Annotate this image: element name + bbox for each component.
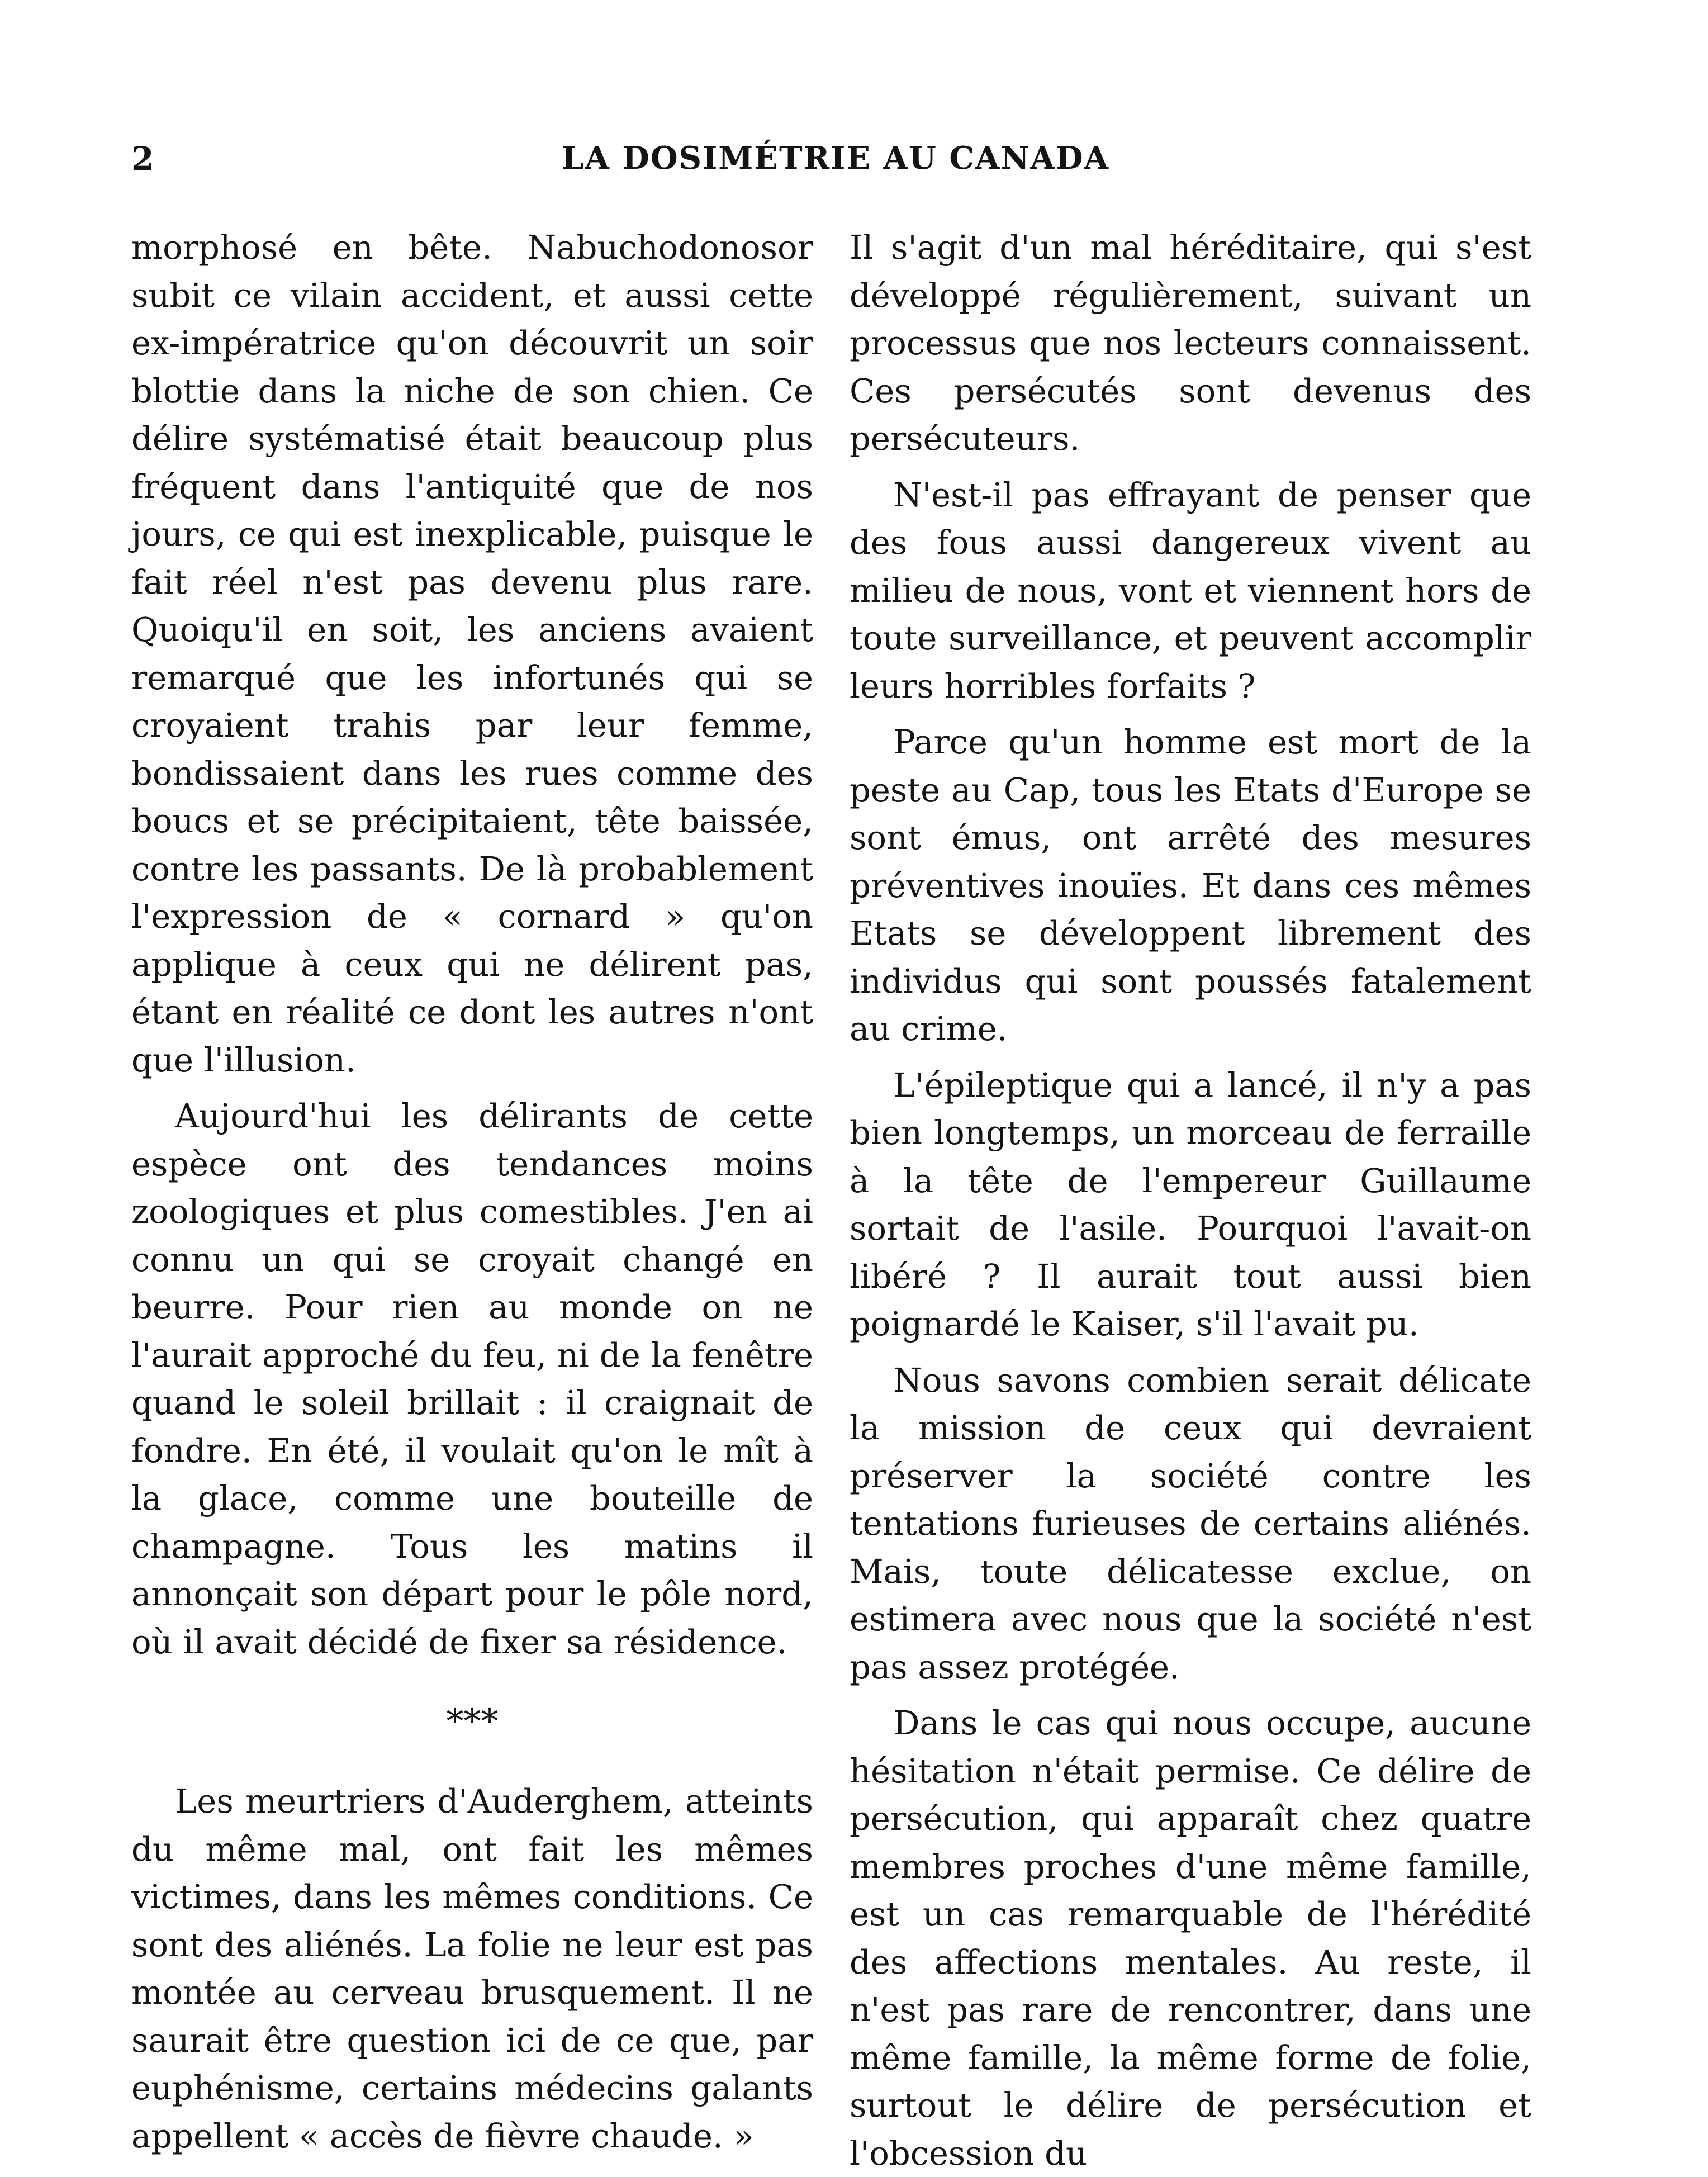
page-header (131, 140, 1551, 190)
paragraph: Nous savons combien serait délicate la mission de ceux qui devraient préserver la société contre les tentations furieuses de certains aliénés. Mais, toute délicatesse exclue, on estimera avec nous que la société n'est pas assez protégée. (850, 1360, 1531, 1686)
page-number: 2 (131, 140, 154, 178)
paragraph: Dans le cas qui nous occupe, aucune hésitation n'était permise. Ce délire de persécution, qui apparaît chez quatre membres proches d'une même famille, est un cas remarquable de l'hérédité des affections mentales. Au reste, il n'est pas rare de rencontrer, dans une même famille, la même forme de folie, surtout le délire de persécution et l'obcession du (850, 1704, 1531, 2173)
right-column (850, 224, 1531, 2177)
paragraph: Les meurtriers d'Auderghem, atteints du même mal, ont fait les mêmes victimes, dans les mêmes conditions. Ce sont des aliénés. La folie ne leur est pas montée au cerveau brusquement. Il ne saurait être question ici de ce que, par euphénisme, certains médecins galants appellent « accès de fièvre chaude. » (131, 1782, 813, 2155)
paragraph: Aujourd'hui les délirants de cette espèce ont des tendances moins zoologiques et plus comestibles. J'en ai connu un qui se croyait changé en beurre. Pour rien au monde on ne l'aurait approché du feu, ni de la fenêtre quand le soleil brillait : il craignait de fondre. En été, il voulait qu'on le mît à la glace, comme une bouteille de champagne. Tous les matins il annonçait son départ pour le pôle nord, où il avait décidé de fixer sa résidence. (131, 1097, 813, 1661)
paragraph: Parce qu'un homme est mort de la peste au Cap, tous les Etats d'Europe se sont émus, ont arrêté des mesures préventives inouïes. Et dans ces mêmes Etats se développent librement des individus qui sont poussés fatalement au crime. (850, 723, 1531, 1048)
running-title: LA DOSIMÉTRIE AU CANADA (561, 140, 1109, 177)
paragraph: N'est-il pas effrayant de penser que des fous aussi dangereux vivent au milieu de nous, vont et viennent hors de toute surveillance, et peuvent accomplir leurs horribles forfaits ? (850, 475, 1531, 705)
paragraph: Il s'agit d'un mal héréditaire, qui s'est développé régulièrement, suivant un processus que nos lecteurs connaissent. Ces persécutés sont devenus des persécuteurs. (850, 228, 1531, 458)
section-separator: *** (446, 1701, 499, 1742)
paragraph: morphosé en bête. Nabuchodonosor subit ce vilain accident, et aussi cette ex-impératrice qu'on découvrit un soir blottie dans la niche de son chien. Ce délire systématisé était beaucoup plus fréquent dans l'antiquité que de nos jours, ce qui est inexplicable, puisque le fait réel n'est pas devenu plus rare. Quoiqu'il en soit, les anciens avaient remarqué que les infortunés qui se croyaient trahis par leur femme, bondissaient dans les rues comme des boucs et se précipitaient, tête baissée, contre les passants. De là probablement l'expression de « cornard » qu'on applique à ceux qui ne délirent pas, étant en réalité ce dont les autres n'ont que l'illusion. (131, 228, 813, 1079)
paragraph: L'épileptique qui a lancé, il n'y a pas bien longtemps, un morceau de ferraille à la tête de l'empereur Guillaume sortait de l'asile. Pourquoi l'avait-on libéré ? Il aurait tout aussi bien poignardé le Kaiser, s'il l'avait pu. (850, 1065, 1531, 1343)
left-column (131, 224, 813, 2160)
